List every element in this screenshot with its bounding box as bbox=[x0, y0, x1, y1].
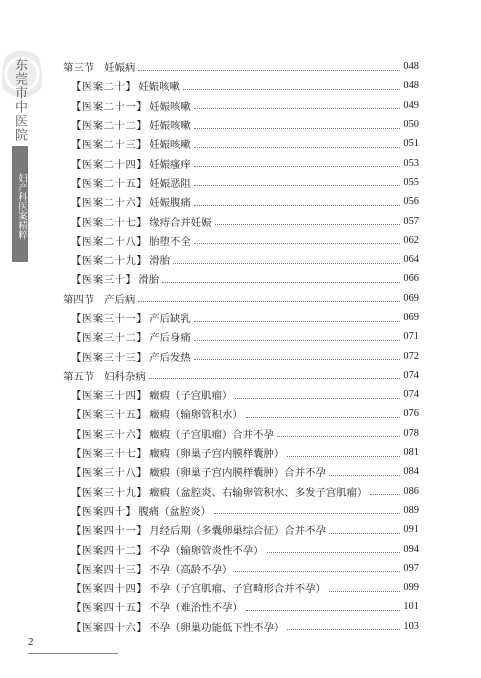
toc-entry-label bbox=[71, 426, 274, 441]
dot-leader bbox=[194, 127, 401, 129]
dot-leader bbox=[329, 590, 401, 592]
case-id: 【医案二十八】 bbox=[71, 235, 148, 248]
toc-page-number: 071 bbox=[403, 331, 419, 343]
toc-page-number: 084 bbox=[403, 466, 419, 478]
dot-leader bbox=[173, 262, 400, 264]
toc-entry-label bbox=[71, 310, 191, 325]
case-id: 【医案四十六】 bbox=[71, 621, 148, 634]
toc-entry-label bbox=[71, 271, 159, 286]
case-title: 癥瘕（输卵管积水） bbox=[149, 409, 243, 422]
toc-page-number: 091 bbox=[403, 524, 419, 536]
case-id: 【医案二十七】 bbox=[71, 216, 148, 229]
toc-entry-label bbox=[71, 98, 191, 113]
toc-page-number: 074 bbox=[403, 369, 419, 381]
toc-page-number: 081 bbox=[403, 447, 419, 459]
case-id: 【医案二十一】 bbox=[71, 100, 148, 113]
toc-entry-label bbox=[71, 484, 367, 499]
toc-page-number: 076 bbox=[403, 408, 419, 420]
toc-page-number: 048 bbox=[403, 80, 419, 92]
footer-rule bbox=[28, 653, 118, 654]
toc-case-entry[interactable] bbox=[63, 385, 419, 404]
case-title: 不孕（卵巢功能低下性不孕） bbox=[149, 621, 285, 634]
case-title: 癥瘕（子宫肌瘤） bbox=[149, 390, 233, 403]
toc-entry-label bbox=[71, 329, 191, 344]
toc-page-number: 055 bbox=[403, 176, 419, 188]
toc-page-number: 057 bbox=[403, 215, 419, 227]
toc-page-number: 051 bbox=[403, 138, 419, 150]
case-title: 妊娠腹痛 bbox=[149, 197, 191, 210]
toc-page-number: 049 bbox=[403, 99, 419, 111]
case-id: 【医案四十一】 bbox=[71, 525, 148, 538]
dot-leader bbox=[138, 69, 400, 71]
toc-entry-label bbox=[71, 561, 232, 576]
case-title: 妊娠恶阻 bbox=[149, 177, 191, 190]
toc-page-number: 066 bbox=[403, 273, 419, 285]
toc-case-entry[interactable] bbox=[63, 501, 419, 520]
toc-case-entry[interactable] bbox=[63, 482, 419, 501]
case-title: 妊娠瘙痒 bbox=[149, 158, 191, 171]
book-spine-decoration bbox=[0, 38, 46, 248]
toc-case-entry[interactable] bbox=[63, 134, 419, 153]
toc-entry-label bbox=[71, 117, 191, 132]
toc-entry-label bbox=[71, 503, 211, 518]
section-number: 第三节 bbox=[63, 62, 95, 75]
toc-entry-label bbox=[71, 214, 212, 229]
toc-case-entry[interactable] bbox=[63, 346, 419, 365]
dot-leader bbox=[370, 493, 400, 495]
case-title: 妊娠咳嗽 bbox=[138, 81, 180, 94]
dot-leader bbox=[246, 609, 401, 611]
dot-leader bbox=[194, 184, 401, 186]
dot-leader bbox=[194, 358, 401, 360]
dot-leader bbox=[183, 88, 401, 90]
case-id: 【医案四十】 bbox=[71, 505, 137, 518]
dot-leader bbox=[215, 223, 401, 225]
dot-leader bbox=[235, 397, 400, 399]
toc-case-entry[interactable] bbox=[63, 173, 419, 192]
dot-leader bbox=[277, 435, 400, 437]
section-title: 妊娠病 bbox=[104, 62, 136, 75]
case-id: 【医案四十五】 bbox=[71, 602, 148, 615]
case-title: 妊娠咳嗽 bbox=[149, 100, 191, 113]
toc-entry-label bbox=[71, 542, 264, 557]
section-title: 产后病 bbox=[104, 293, 136, 306]
toc-page-number: 086 bbox=[403, 485, 419, 497]
case-title: 产后缺乳 bbox=[149, 313, 191, 325]
case-id: 【医案二十三】 bbox=[71, 139, 148, 152]
toc-case-entry[interactable] bbox=[63, 617, 419, 636]
toc-page-number: 074 bbox=[403, 389, 419, 401]
toc-page-number: 103 bbox=[403, 620, 419, 632]
case-title: 滑胎 bbox=[149, 255, 171, 268]
case-id: 【医案二十】 bbox=[71, 81, 137, 94]
case-title: 滑胎 bbox=[138, 274, 160, 287]
dot-leader bbox=[194, 107, 401, 109]
dot-leader bbox=[194, 242, 401, 244]
toc-entry-label bbox=[71, 252, 170, 267]
toc-page-number: 089 bbox=[403, 504, 419, 516]
toc-case-entry[interactable] bbox=[63, 404, 419, 423]
case-title: 月经后期（多囊卵巢综合征）合并不孕 bbox=[149, 525, 326, 538]
toc-case-entry[interactable] bbox=[63, 327, 419, 346]
toc-case-entry[interactable] bbox=[63, 520, 419, 539]
toc-page-number: 064 bbox=[403, 254, 419, 266]
toc-page-number: 048 bbox=[403, 61, 419, 73]
case-id: 【医案三十六】 bbox=[71, 428, 148, 441]
toc-case-entry[interactable] bbox=[63, 96, 419, 115]
case-title: 癥瘕（卵巢子宫内膜样囊肿） bbox=[149, 448, 285, 461]
toc-case-entry[interactable] bbox=[63, 559, 419, 578]
case-id: 【医案二十四】 bbox=[71, 158, 148, 171]
toc-section-entry[interactable] bbox=[63, 57, 419, 76]
toc-case-entry[interactable] bbox=[63, 462, 419, 481]
case-title: 不孕（难治性不孕） bbox=[149, 602, 243, 615]
case-id: 【医案二十二】 bbox=[71, 120, 148, 133]
case-title: 癥瘕（卵巢子宫内膜样囊肿）合并不孕 bbox=[149, 467, 326, 480]
case-title: 不孕（输卵管炎性不孕） bbox=[149, 544, 264, 557]
toc-page-number: 069 bbox=[403, 292, 419, 304]
toc-entry-label bbox=[71, 599, 243, 614]
toc-page-number: 050 bbox=[403, 119, 419, 131]
dot-leader bbox=[214, 512, 400, 514]
toc-case-entry[interactable] bbox=[63, 115, 419, 134]
dot-leader bbox=[149, 377, 401, 379]
dot-leader bbox=[246, 416, 401, 418]
dot-leader bbox=[194, 320, 401, 322]
case-id: 【医案三十一】 bbox=[71, 313, 148, 325]
dot-leader bbox=[235, 570, 400, 572]
toc-case-entry[interactable] bbox=[63, 424, 419, 443]
toc-entry-label bbox=[71, 233, 191, 248]
spine-hospital-title: 东莞市中医院 bbox=[12, 58, 27, 142]
toc-page-number: 056 bbox=[403, 196, 419, 208]
toc-page-number: 097 bbox=[403, 562, 419, 574]
toc-entry-label bbox=[71, 522, 326, 537]
case-title: 不孕（子宫肌瘤、子宫畸形合并不孕） bbox=[149, 583, 326, 596]
toc-entry-label bbox=[71, 406, 243, 421]
toc-case-entry[interactable] bbox=[63, 250, 419, 269]
toc-entry-label bbox=[63, 291, 135, 306]
case-title: 缘痔合并妊娠 bbox=[149, 216, 212, 229]
case-id: 【医案四十四】 bbox=[71, 583, 148, 596]
case-id: 【医案四十三】 bbox=[71, 563, 148, 576]
toc-page-number: 101 bbox=[403, 601, 419, 613]
toc-entry-label bbox=[71, 464, 326, 479]
case-id: 【医案三十五】 bbox=[71, 409, 148, 422]
case-id: 【医案二十九】 bbox=[71, 255, 148, 268]
toc-page-number: 062 bbox=[403, 234, 419, 246]
case-id: 【医案三十二】 bbox=[71, 332, 148, 345]
case-title: 癥瘕（盆腔炎、右输卵管积水、多发子宫肌瘤） bbox=[149, 486, 368, 499]
section-number: 第五节 bbox=[63, 370, 95, 383]
toc-page-number: 053 bbox=[403, 157, 419, 169]
toc-entry-label bbox=[71, 619, 284, 634]
case-title: 胎堕不全 bbox=[149, 235, 191, 248]
dot-leader bbox=[329, 474, 401, 476]
toc-case-entry[interactable] bbox=[63, 211, 419, 230]
table-of-contents bbox=[63, 57, 419, 636]
toc-case-entry[interactable] bbox=[63, 269, 419, 288]
case-title: 妊娠咳嗽 bbox=[149, 120, 191, 133]
toc-entry-label bbox=[71, 78, 180, 93]
toc-case-entry[interactable] bbox=[63, 578, 419, 597]
toc-section-entry[interactable] bbox=[63, 289, 419, 308]
dot-leader bbox=[287, 628, 400, 630]
toc-entry-label bbox=[71, 156, 191, 171]
case-title: 产后发热 bbox=[149, 351, 191, 364]
dot-leader bbox=[194, 204, 401, 206]
toc-page-number: 072 bbox=[403, 350, 419, 362]
case-id: 【医案三十九】 bbox=[71, 486, 148, 499]
section-title: 妇科杂病 bbox=[104, 370, 146, 383]
toc-page-number: 078 bbox=[403, 427, 419, 439]
toc-case-entry[interactable] bbox=[63, 443, 419, 462]
toc-case-entry[interactable] bbox=[63, 153, 419, 172]
dot-leader bbox=[287, 455, 400, 457]
case-title: 不孕（高龄不孕） bbox=[149, 563, 233, 576]
toc-entry-label bbox=[71, 175, 191, 190]
toc-case-entry[interactable] bbox=[63, 539, 419, 558]
case-id: 【医案三十四】 bbox=[71, 390, 148, 403]
case-title: 产后身痛 bbox=[149, 332, 191, 345]
case-id: 【医案三十七】 bbox=[71, 448, 148, 461]
toc-case-entry[interactable] bbox=[63, 597, 419, 616]
dot-leader bbox=[194, 146, 401, 148]
case-id: 【医案三十三】 bbox=[71, 351, 148, 364]
toc-page-number: 099 bbox=[403, 582, 419, 594]
dot-leader bbox=[138, 300, 400, 302]
dot-leader bbox=[329, 532, 401, 534]
case-id: 【医案四十二】 bbox=[71, 544, 148, 557]
toc-entry-label bbox=[71, 445, 284, 460]
toc-entry-label bbox=[71, 136, 191, 151]
case-id: 【医案二十五】 bbox=[71, 177, 148, 190]
case-id: 【医案二十六】 bbox=[71, 197, 148, 210]
case-title: 腹痛（盆腔炎） bbox=[138, 505, 212, 518]
case-title: 妊娠咳嗽 bbox=[149, 139, 191, 152]
case-title: 癥瘕（子宫肌瘤）合并不孕 bbox=[149, 428, 274, 441]
dot-leader bbox=[267, 551, 401, 553]
toc-entry-label bbox=[71, 387, 232, 402]
toc-section-entry[interactable] bbox=[63, 366, 419, 385]
spine-book-badge: 妇产科医案精粹 bbox=[12, 146, 28, 262]
dot-leader bbox=[194, 165, 401, 167]
toc-case-entry[interactable] bbox=[63, 192, 419, 211]
case-id: 【医案三十】 bbox=[71, 274, 137, 287]
toc-page-number: 069 bbox=[403, 312, 419, 323]
case-id: 【医案三十八】 bbox=[71, 467, 148, 480]
toc-entry-label bbox=[71, 580, 326, 595]
dot-leader bbox=[194, 339, 401, 341]
toc-case-entry[interactable] bbox=[63, 308, 419, 327]
toc-entry-label bbox=[63, 368, 146, 383]
toc-case-entry[interactable] bbox=[63, 76, 419, 95]
toc-entry-label bbox=[63, 59, 135, 74]
toc-entry-label bbox=[71, 349, 191, 364]
page-number: 2 bbox=[28, 636, 34, 648]
section-number: 第四节 bbox=[63, 293, 95, 306]
toc-case-entry[interactable] bbox=[63, 231, 419, 250]
toc-page-number: 094 bbox=[403, 543, 419, 555]
dot-leader bbox=[162, 281, 400, 283]
toc-entry-label bbox=[71, 194, 191, 209]
